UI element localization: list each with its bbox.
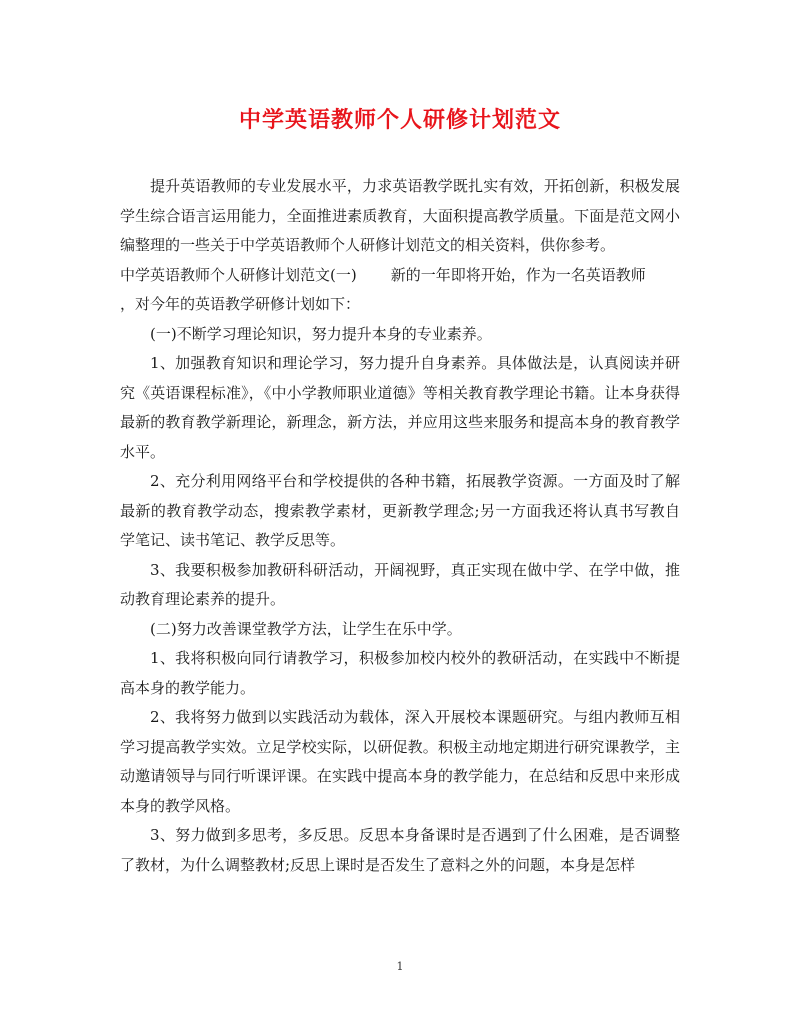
document-title: 中学英语教师个人研修计划范文: [238, 107, 561, 133]
document-body: [120, 172, 680, 880]
part1-heading: (一)不断学习理论知识，努力提升本身的专业素养。: [150, 324, 492, 343]
part2-item-2: 2、我将努力做到以实践活动为载体，深入开展校本课题研究。与组内教师互相学习提高教学实效。立足学校实际，以研促教。积极主动地定期进行研究课教学，主动邀请领导与同行听课评课。在实践中提高本身的教学能力，在总结和反思中来形成本身的教学风格。: [120, 708, 680, 815]
section-title: 中学英语教师个人研修计划范文(一): [120, 265, 357, 284]
part2-item-1: 1、我将积极向同行请教学习，积极参加校内校外的教研活动，在实践中不断提高本身的教学能力。: [120, 649, 680, 697]
intro-paragraph: 提升英语教师的专业发展水平，力求英语教学既扎实有效，开拓创新，积极发展学生综合语言运用能力，全面推进素质教育，大面积提高教学质量。下面是范文网小编整理的一些关于中学英语教师个人研修计划范文的相关资料，供你参考。: [120, 177, 680, 254]
section-lead-continuation: ，对今年的英语教学研修计划如下：: [120, 295, 361, 313]
part1-item-1: 1、加强教育知识和理论学习，努力提升自身素养。具体做法是，认真阅读并研究《英语课程标准》，《中小学教师职业道德》等相关教育教学理论书籍。让本身获得最新的教育教学新理论，新理念，新方法，并应用这些来服务和提高本身的教育教学水平。: [120, 354, 680, 461]
part1-item-2: 2、充分利用网络平台和学校提供的各种书籍，拓展教学资源。一方面及时了解最新的教育教学动态，搜索教学素材，更新教学理念;另一方面我还将认真书写教自学笔记、读书笔记、教学反思等。: [120, 472, 680, 549]
page-number: 1: [396, 960, 404, 973]
part2-heading: (二)努力改善课堂教学方法，让学生在乐中学。: [150, 619, 462, 638]
section-lead: 新的一年即将开始，作为一名英语教师: [390, 265, 646, 284]
part1-item-3: 3、我要积极参加教研科研活动，开阔视野，真正实现在做中学、在学中做，推动教育理论素养的提升。: [120, 560, 680, 608]
part2-item-3: 3、努力做到多思考，多反思。反思本身备课时是否遇到了什么困难，是否调整了教材，为什么调整教材;反思上课时是否发生了意料之外的问题，本身是怎样: [120, 826, 680, 874]
section-title-line: [120, 261, 680, 291]
